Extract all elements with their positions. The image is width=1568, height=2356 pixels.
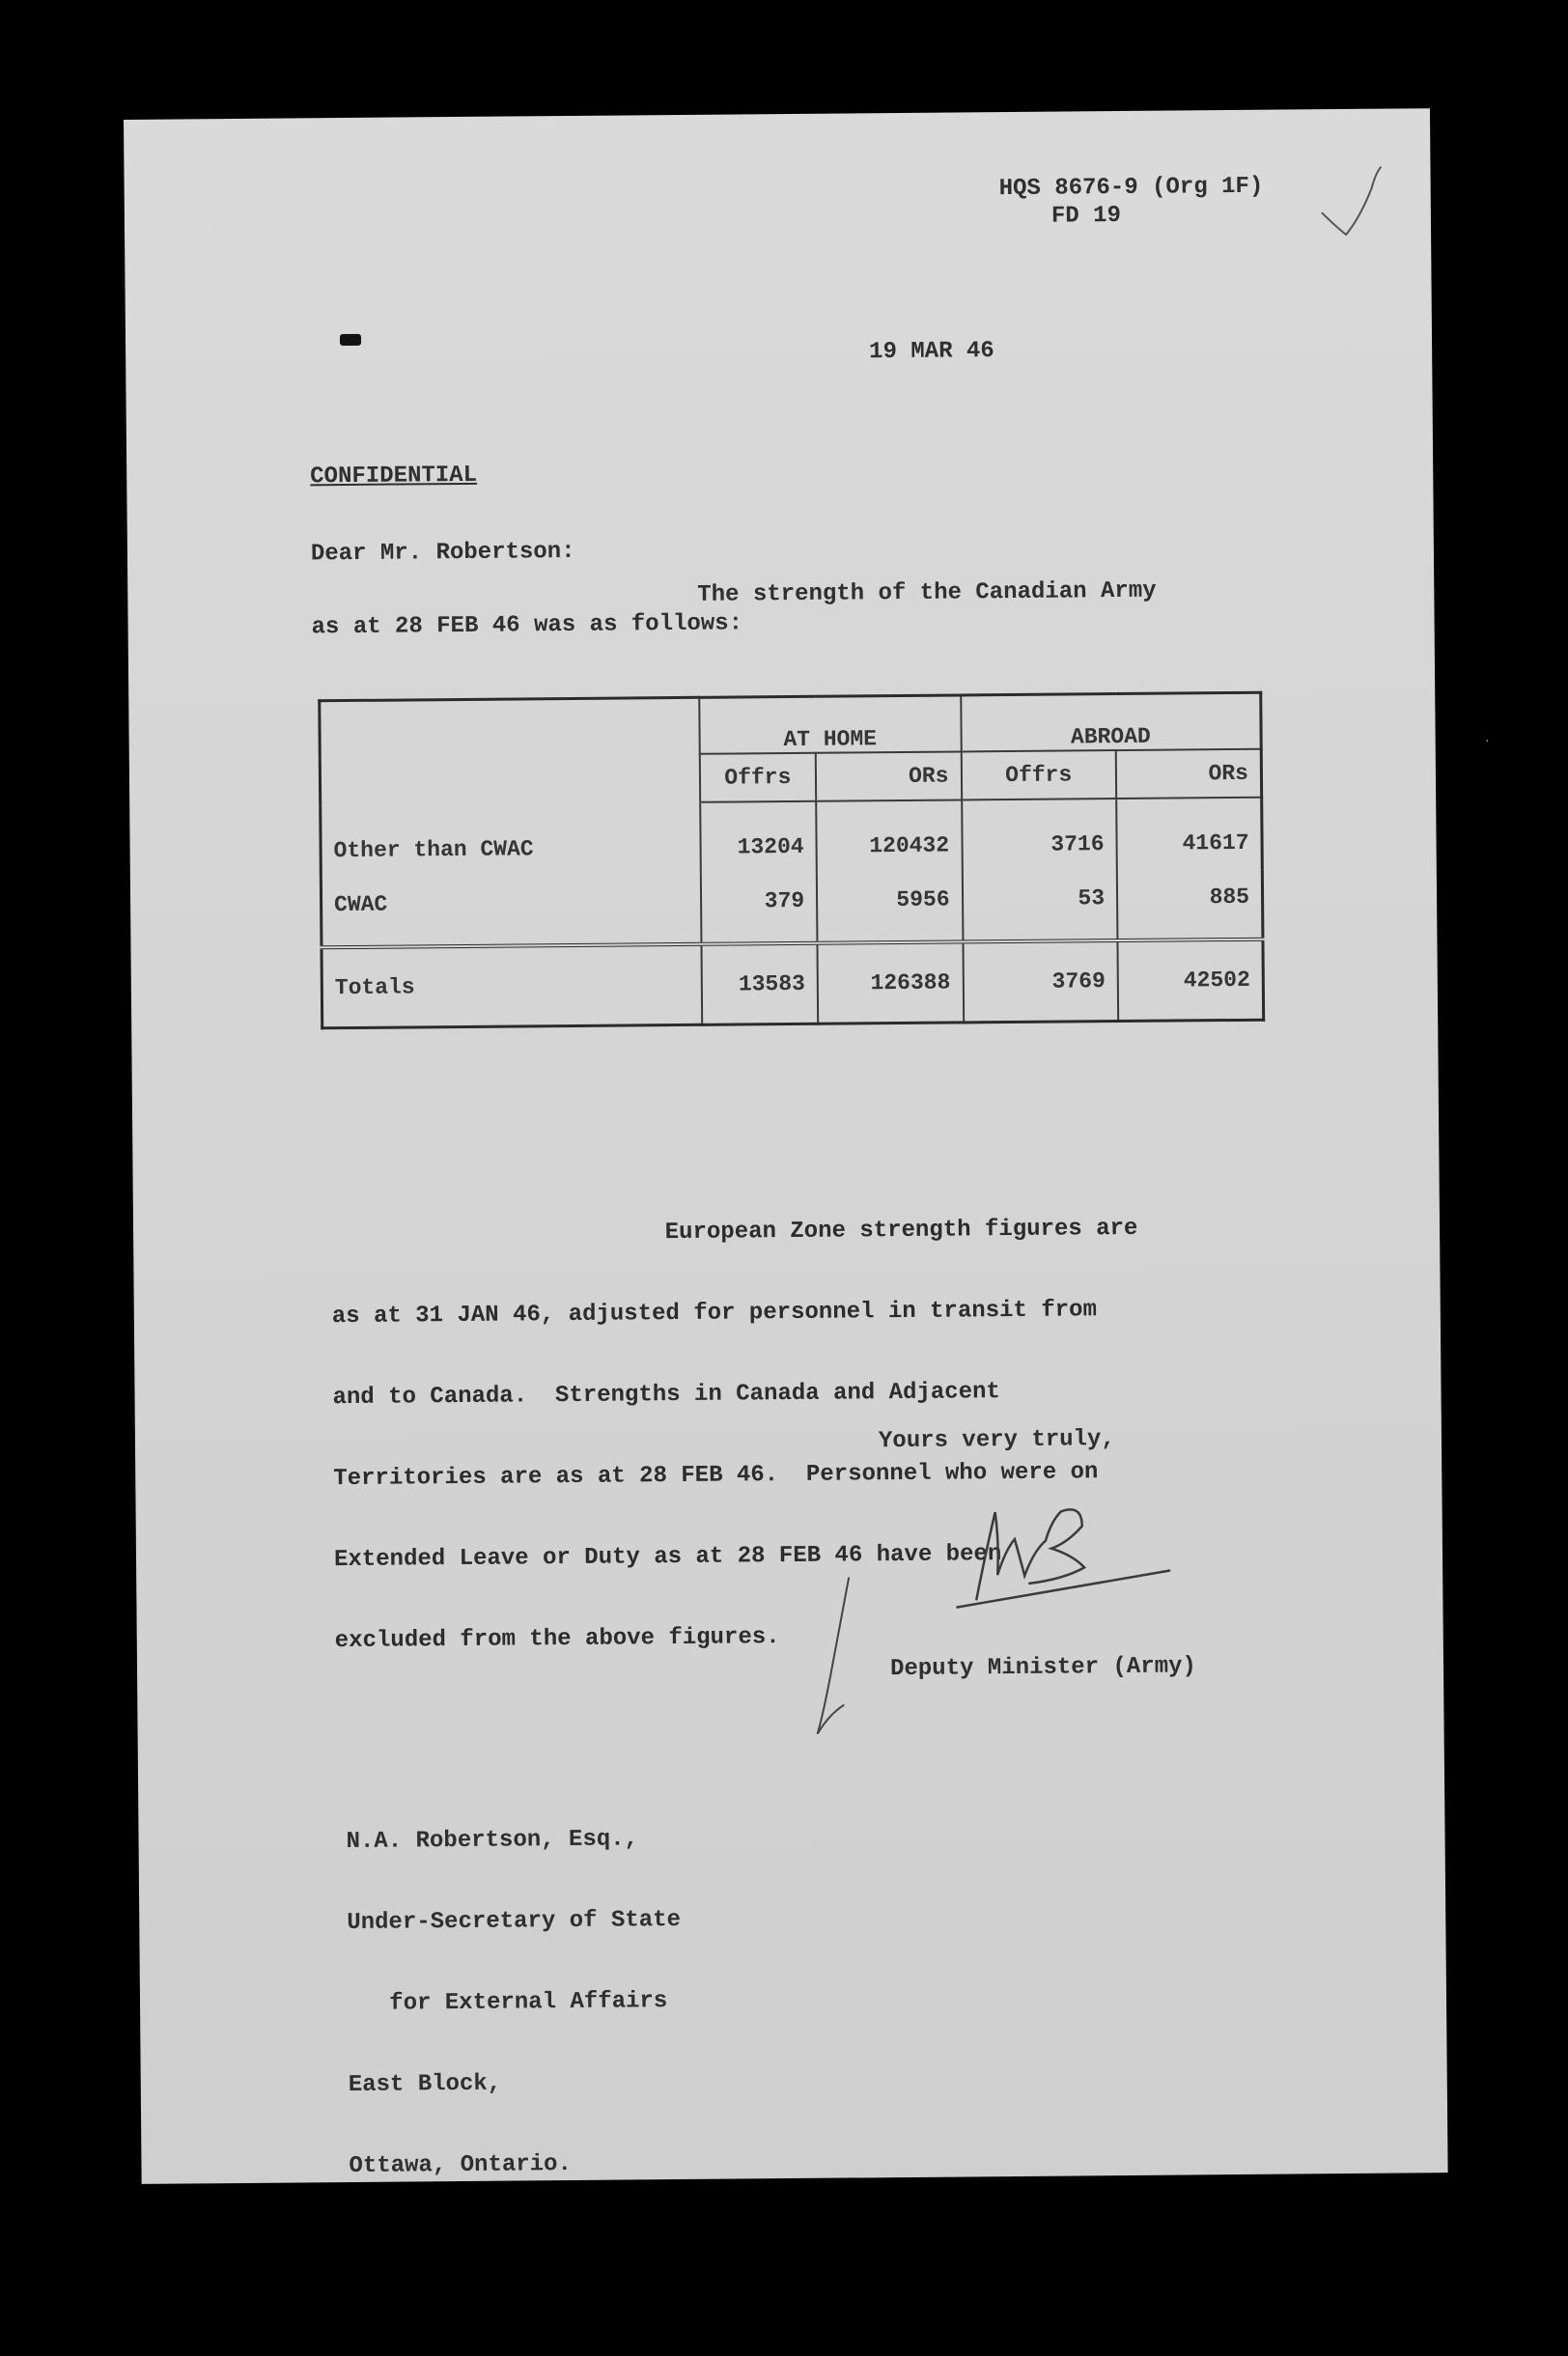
cell-value: 41617 — [1116, 798, 1262, 871]
cell-value: 885 — [1117, 870, 1263, 940]
file-reference: HQS 8676-9 (Org 1F) — [998, 173, 1264, 203]
totals-label: Totals — [322, 944, 702, 1028]
table-row — [321, 870, 1263, 948]
pencil-mark — [802, 1569, 872, 1744]
signature-initials — [937, 1481, 1189, 1628]
cell-value: 5956 — [817, 872, 963, 942]
body-line: excluded from the above figures. — [334, 1624, 780, 1655]
intro-line-2: as at 28 FEB 46 was as follows: — [311, 610, 743, 641]
address-line: East Block, — [348, 2070, 502, 2099]
cell-value: 3716 — [962, 799, 1117, 872]
body-line: Territories are as at 28 FEB 46. Personnel who were on — [333, 1459, 1099, 1493]
address-line: Ottawa, Ontario. — [349, 2151, 573, 2180]
table-group-header-row — [320, 692, 1261, 757]
classification-marking: CONFIDENTIAL — [310, 462, 478, 491]
group-header-abroad: ABROAD — [961, 692, 1261, 751]
letter-page — [124, 108, 1448, 2184]
table-corner-cell — [320, 697, 700, 805]
cell-value: 13204 — [700, 801, 817, 875]
row-label: Other than CWAC — [321, 802, 701, 878]
body-line: Extended Leave or Duty as at 28 FEB 46 have been — [333, 1541, 1002, 1574]
closing-line: Yours very truly, — [878, 1426, 1115, 1455]
table-row — [321, 798, 1263, 879]
subheader-home-offrs: Offrs — [699, 753, 816, 802]
ink-blot — [340, 334, 361, 346]
subheader-home-ors: ORs — [816, 751, 962, 800]
body-line: and to Canada. Strengths in Canada and Adjacent — [332, 1379, 1000, 1412]
subheader-abroad-offrs: Offrs — [961, 750, 1116, 799]
cell-value: 120432 — [816, 799, 962, 873]
table-totals-row — [322, 940, 1264, 1028]
scan-speck: · — [1485, 734, 1490, 749]
army-strength-table — [318, 691, 1265, 1030]
subheader-abroad-ors: ORs — [1116, 749, 1262, 799]
total-value: 42502 — [1117, 940, 1263, 1022]
signatory-title: Deputy Minister (Army) — [889, 1653, 1196, 1683]
check-mark-icon — [1311, 159, 1389, 247]
intro-line-1: The strength of the Canadian Army — [697, 577, 1157, 608]
address-line: Under-Secretary of State — [347, 1907, 682, 1937]
total-value: 13583 — [701, 943, 818, 1025]
total-value: 126388 — [818, 941, 964, 1024]
fd-reference: FD 19 — [1050, 202, 1122, 230]
body-line: as at 31 JAN 46, adjusted for personnel in transit from — [331, 1297, 1098, 1331]
letter-date: 19 MAR 46 — [869, 338, 994, 366]
address-line: N.A. Robertson, Esq., — [346, 1826, 639, 1856]
total-value: 3769 — [963, 940, 1118, 1023]
group-header-at-home: AT HOME — [699, 695, 961, 754]
body-line: European Zone strength figures are — [330, 1215, 1138, 1249]
cell-value: 379 — [701, 874, 818, 944]
recipient-address — [346, 1772, 684, 2234]
salutation: Dear Mr. Robertson: — [310, 538, 575, 568]
address-line: for External Affairs — [347, 1988, 668, 2018]
row-label: CWAC — [321, 875, 701, 947]
cell-value: 53 — [962, 871, 1117, 941]
